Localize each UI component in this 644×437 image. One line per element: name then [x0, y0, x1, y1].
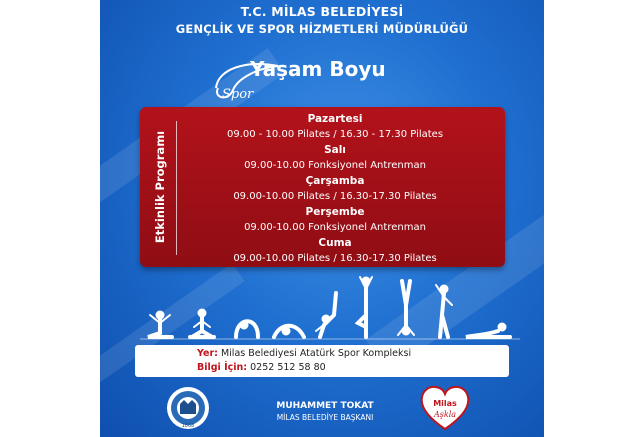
contact-label: Bilgi İçin: — [197, 362, 248, 373]
pilates-figure-icon — [274, 326, 304, 337]
mayor-name: MUHAMMET TOKAT — [276, 401, 374, 411]
vertical-label: Etkinlik Programı — [153, 130, 167, 244]
pilates-figure-icon — [148, 311, 172, 337]
mayor-title: MİLAS BELEDİYE BAŞKANI — [276, 413, 374, 422]
program-title: Yaşam Boyu — [250, 57, 386, 81]
municipality-logo-icon — [166, 386, 210, 430]
spor-script-text: Spor — [222, 87, 254, 102]
activity-text: 09.00-10.00 Fonksiyonel Antrenman — [244, 160, 426, 171]
day-label: Pazartesi — [307, 113, 363, 125]
day-label: Perşembe — [305, 206, 365, 218]
pilates-figures-illustration — [140, 275, 520, 345]
location-row — [197, 348, 411, 359]
divider-line — [176, 121, 177, 255]
heart-text-top: Milas — [433, 399, 457, 408]
location-label: Yer: — [197, 348, 218, 359]
pilates-figure-icon — [190, 309, 214, 337]
schedule-panel — [140, 107, 505, 267]
activity-text: 09.00-10.00 Fonksiyonel Antrenman — [244, 222, 426, 233]
pilates-figure-icon — [466, 323, 510, 337]
info-box — [135, 345, 509, 377]
location-value: Milas Belediyesi Atatürk Spor Kompleksi — [220, 348, 412, 359]
event-poster — [100, 0, 544, 437]
day-label: Çarşamba — [305, 175, 365, 187]
milas-heart-logo-icon — [418, 382, 472, 432]
mayor-signature — [260, 401, 390, 422]
logo-year: 1868 — [181, 423, 195, 429]
pilates-figure-icon — [436, 285, 452, 337]
pilates-figure-icon — [236, 321, 258, 337]
day-label: Salı — [324, 144, 346, 156]
schedule-rows — [180, 111, 490, 266]
activity-text: 09.00-10.00 Pilates / 16.30-17.30 Pilates — [233, 253, 437, 264]
pilates-figure-icon — [398, 281, 414, 335]
heart-text-bottom: Aşkla — [433, 410, 457, 419]
municipality-title: T.C. MİLAS BELEDİYESİ — [240, 4, 404, 19]
day-label: Cuma — [318, 237, 352, 249]
contact-phone: 0252 512 58 80 — [250, 362, 326, 373]
contact-row — [197, 362, 326, 373]
activity-text: 09.00 - 10.00 Pilates / 16.30 - 17.30 Pilates — [226, 129, 444, 140]
pilates-figure-icon — [316, 293, 336, 337]
pilates-figure-icon — [358, 277, 372, 337]
activity-text: 09.00-10.00 Pilates / 16.30-17.30 Pilates — [233, 191, 437, 202]
department-title: GENÇLİK VE SPOR HİZMETLERİ MÜDÜRLÜĞÜ — [175, 22, 469, 36]
